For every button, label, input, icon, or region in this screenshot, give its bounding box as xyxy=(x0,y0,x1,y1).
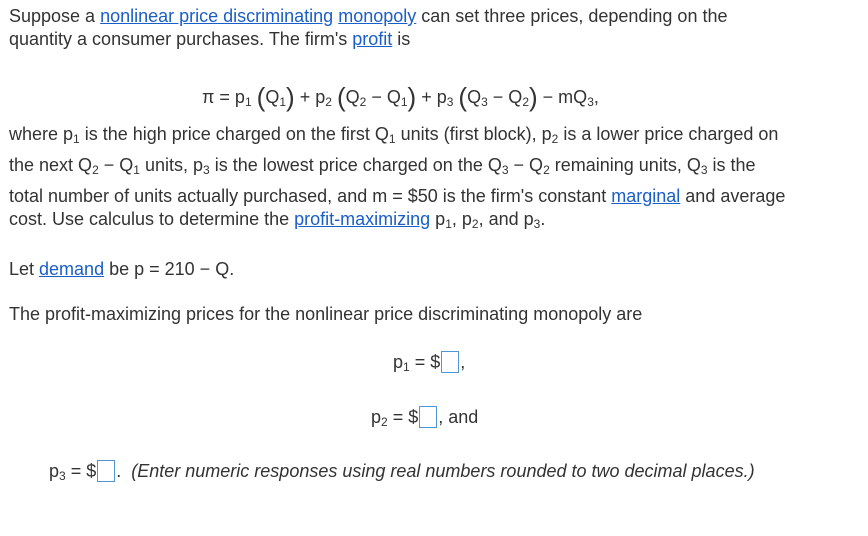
link-marginal[interactable]: marginal xyxy=(611,186,681,206)
profit-formula: $\pi = p_1$ $(Q_1) + p_2$ $(Q_2 - Q_1) + p_3$ $(Q_3 - Q_2) - mQ_3$, xyxy=(202,82,599,112)
answer-row-p3: $p_3$ = $ . (Enter numeric responses using real numbers rounded to two decimal places.) xyxy=(49,461,755,483)
description-line-2: the next $Q_2 - Q_1$ units, $p_3$ is the lowest price charged on the $Q_3 - Q_2$ remaining units, $Q_3$ is the xyxy=(9,155,756,177)
answer-row-p1: $p_1$ = $ , xyxy=(393,352,466,374)
p3-input[interactable] xyxy=(97,460,115,482)
instruction-text: (Enter numeric responses using real numbers rounded to two decimal places.) xyxy=(131,461,755,481)
question-text: The profit-maximizing prices for the nonlinear price discriminating monopoly are xyxy=(9,304,643,324)
description-line-3: total number of units actually purchased, and m = $50 is the firm's constant marginal and average xyxy=(9,186,786,206)
intro-text: Suppose a xyxy=(9,6,101,26)
intro-line-2: quantity a consumer purchases. The firm's profit is xyxy=(9,29,411,49)
link-nonlinear-price-discriminating[interactable]: nonlinear price discriminating xyxy=(100,6,334,26)
link-demand[interactable]: demand xyxy=(39,259,105,279)
link-monopoly[interactable]: monopoly xyxy=(338,6,417,26)
demand-statement: Let demand be p = 210 − Q. xyxy=(9,259,235,279)
link-profit[interactable]: profit xyxy=(352,29,393,49)
p2-input[interactable] xyxy=(419,406,437,428)
description-line-4: cost. Use calculus to determine the profit-maximizing $p_1$, $p_2$, and $p_3$. xyxy=(9,209,546,231)
answer-row-p2: $p_2$ = $ , and xyxy=(371,407,479,429)
description-line-1: where $p_1$ is the high price charged on the first $Q_1$ units (first block), $p_2$ is a lower price charged on xyxy=(9,124,779,146)
intro-line-1: Suppose a nonlinear price discriminating monopoly can set three prices, depending on the xyxy=(9,6,728,26)
link-profit-maximizing[interactable]: profit-maximizing xyxy=(294,209,431,229)
p1-input[interactable] xyxy=(441,351,459,373)
